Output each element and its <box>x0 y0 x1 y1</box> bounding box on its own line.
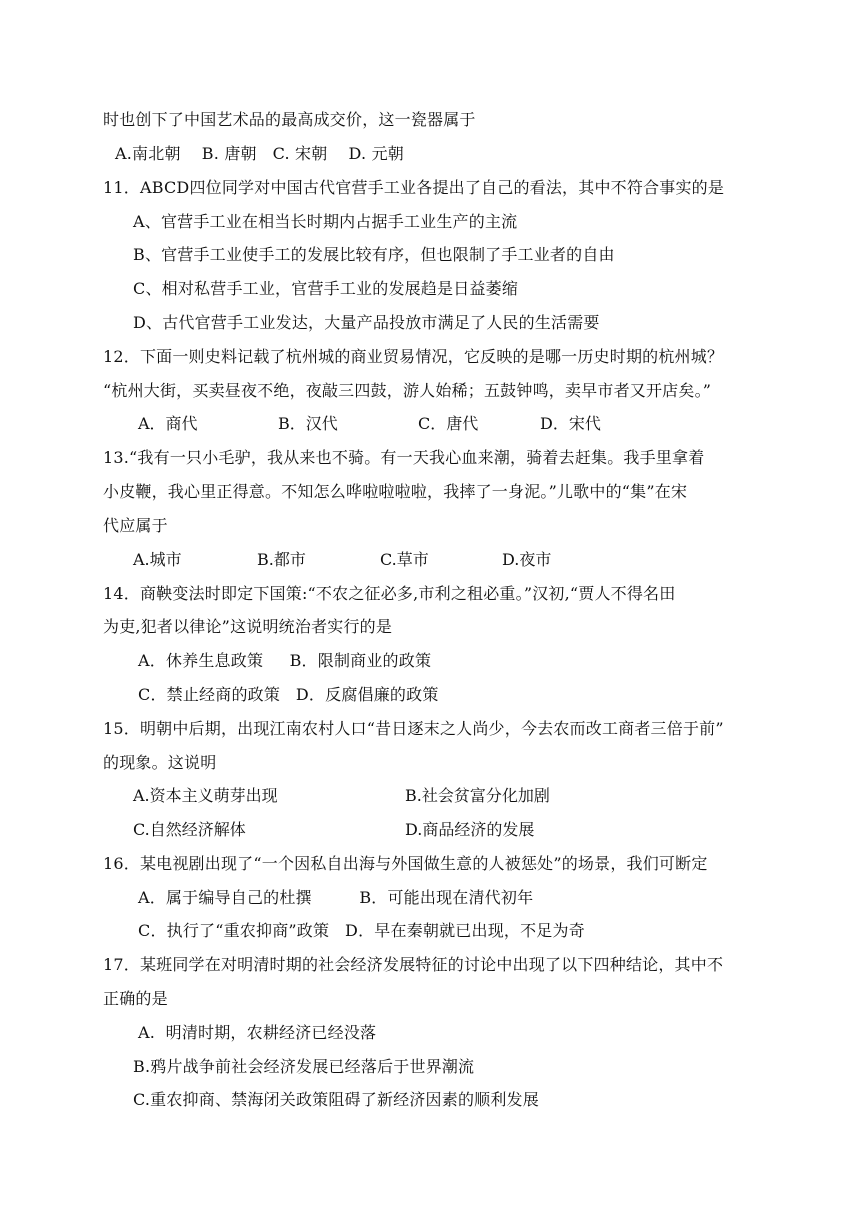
q15-options-ab <box>0 786 860 806</box>
q14-options-cd: C．禁止经商的政策 D．反腐倡廉的政策 <box>138 685 439 704</box>
q13-option-a: A.城市 <box>133 550 182 569</box>
q16-stem: 16．某电视剧出现了“一个因私自出海与外国做生意的人被惩处”的场景，我们可断定 <box>103 854 708 873</box>
q15-option-d: D.商品经济的发展 <box>405 820 535 839</box>
q11-option-c: C、相对私营手工业，官营手工业的发展趋是日益萎缩 <box>133 279 519 298</box>
q12-stem: 12．下面一则史料记载了杭州城的商业贸易情况，它反映的是哪一历史时期的杭州城？ <box>103 347 724 366</box>
q17-option-c: C.重农抑商、禁海闭关政策阻碍了新经济因素的顺利发展 <box>133 1090 539 1109</box>
q15-option-a: A.资本主义萌芽出现 <box>133 786 278 805</box>
q15-option-c: C.自然经济解体 <box>133 820 246 839</box>
q12-option-a: A．商代 <box>138 414 198 433</box>
q17-stem-2: 正确的是 <box>103 989 168 1008</box>
q14-options-ab: A．休养生息政策 B．限制商业的政策 <box>138 651 432 670</box>
q13-stem-2: 小皮鞭，我心里正得意。不知怎么哗啦啦啦啦，我摔了一身泥。”儿歌中的“集”在宋 <box>103 482 688 501</box>
q16-options-cd: C．执行了“重农抑商”政策 D．早在秦朝就已出现，不足为奇 <box>138 921 585 940</box>
q15-options-cd <box>0 820 860 840</box>
q13-option-b: B.都市 <box>257 550 306 569</box>
q11-option-b: B、官营手工业使手工的发展比较有序，但也限制了手工业者的自由 <box>133 245 615 264</box>
q12-quote: “杭州大街，买卖昼夜不绝，夜敲三四鼓，游人始稀；五鼓钟鸣，卖早市者又开店矣。” <box>103 381 712 400</box>
q13-stem-3: 代应属于 <box>103 516 168 535</box>
q12-option-c: C．唐代 <box>418 414 479 433</box>
q14-stem-1: 14．商鞅变法时即定下国策:“不农之征必多,市利之租必重。”汉初,“贾人不得名田 <box>103 584 676 603</box>
q11-option-a: A、官营手工业在相当长时期内占据手工业生产的主流 <box>133 212 518 231</box>
q12-option-b: B．汉代 <box>278 414 338 433</box>
q17-stem-1: 17．某班同学在对明清时期的社会经济发展特征的讨论中出现了以下四种结论，其中不 <box>103 955 724 974</box>
q12-options <box>0 414 860 434</box>
q10-options: A.南北朝 B. 唐朝 C. 宋朝 D. 元朝 <box>115 144 404 163</box>
q13-options <box>0 550 860 570</box>
q16-options-ab: A．属于编导自己的杜撰 B．可能出现在清代初年 <box>138 888 534 907</box>
q13-stem-1: 13.“我有一只小毛驴，我从来也不骑。有一天我心血来潮，骑着去赶集。我手里拿着 <box>103 448 705 467</box>
q11-stem: 11．ABCD四位同学对中国古代官营手工业各提出了自己的看法，其中不符合事实的是 <box>103 178 725 197</box>
q17-option-a: A. 明清时期，农耕经济已经没落 <box>138 1023 377 1042</box>
q13-option-d: D.夜市 <box>502 550 552 569</box>
q13-option-c: C.草市 <box>380 550 429 569</box>
q11-option-d: D、古代官营手工业发达，大量产品投放市满足了人民的生活需要 <box>133 313 600 332</box>
q10-continuation: 时也创下了中国艺术品的最高成交价，这一瓷器属于 <box>103 110 476 129</box>
q12-option-d: D．宋代 <box>540 414 601 433</box>
q17-option-b: B.鸦片战争前社会经济发展已经落后于世界潮流 <box>133 1057 475 1076</box>
q14-stem-2: 为吏,犯者以律论”这说明统治者实行的是 <box>103 617 393 636</box>
q15-stem-1: 15．明朝中后期，出现江南农村人口“昔日逐末之人尚少，今去农而改工商者三倍于前” <box>103 719 724 738</box>
q15-option-b: B.社会贫富分化加剧 <box>405 786 550 805</box>
q15-stem-2: 的现象。这说明 <box>103 753 217 772</box>
